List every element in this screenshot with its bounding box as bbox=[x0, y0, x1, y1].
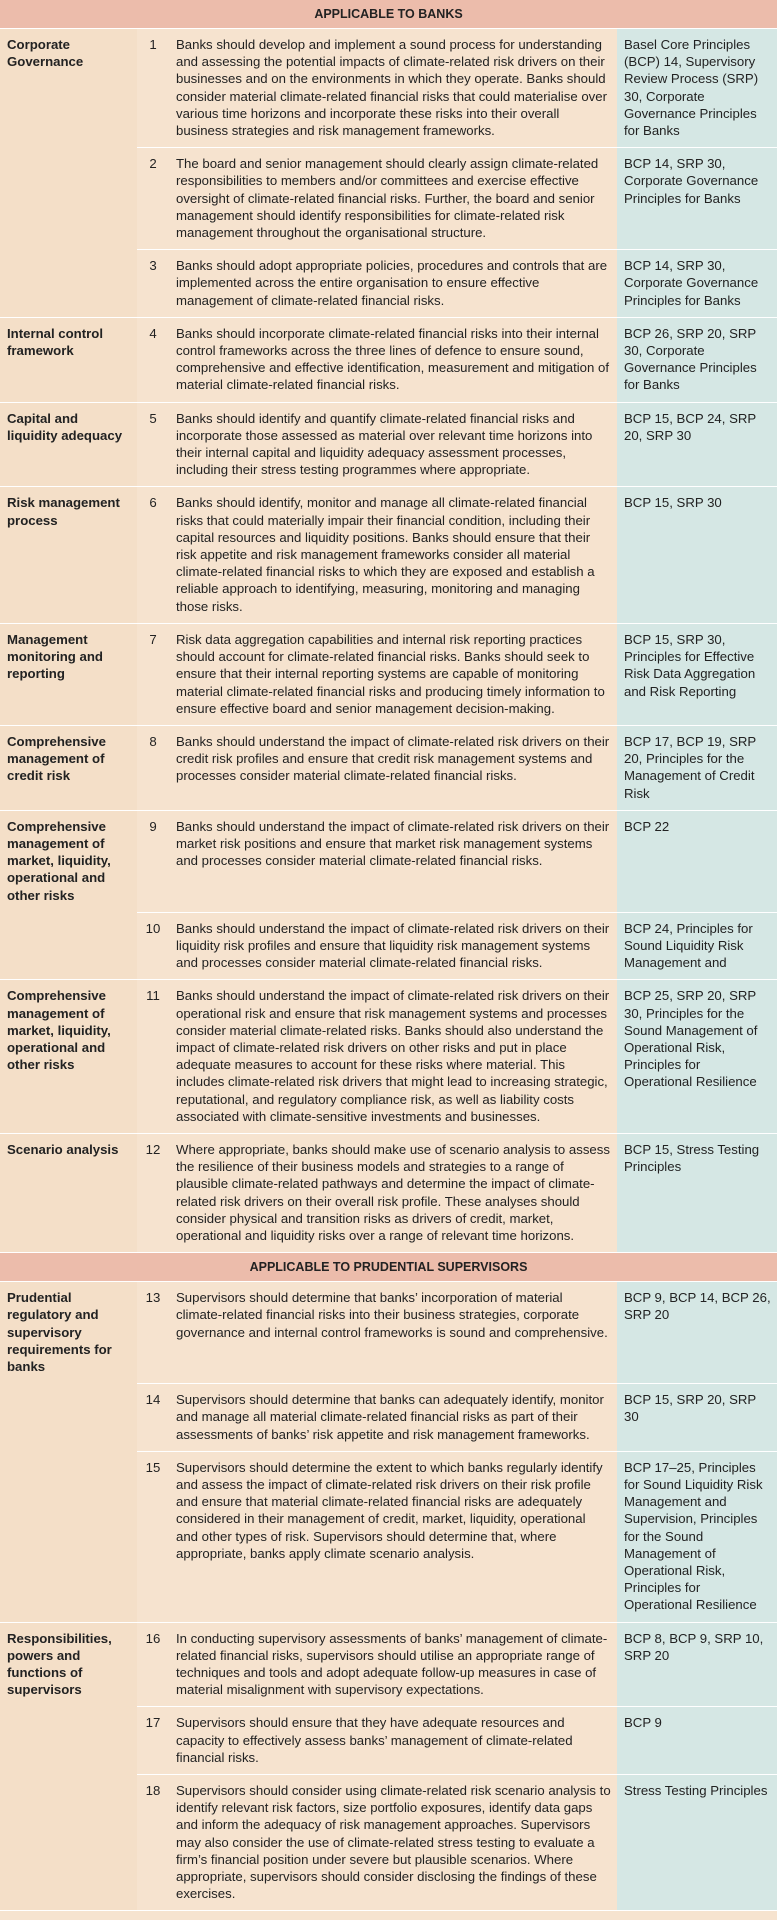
principle-text: Banks should understand the impact of climate-related risk drivers on their market risk positions and ensure that market risk management systems and processes consider material climate-related financial risks. bbox=[169, 810, 617, 912]
principle-number: 9 bbox=[137, 810, 169, 912]
category-cell: Responsibilities, powers and functions of supervisors bbox=[0, 1622, 137, 1707]
category-cell bbox=[0, 912, 137, 980]
reference-cell: BCP 25, SRP 20, SRP 30, Principles for the Sound Management of Operational Risk, Principles for Operational Resilience bbox=[617, 980, 777, 1134]
category-cell bbox=[0, 250, 137, 318]
reference-cell: BCP 15, SRP 30, Principles for Effective Risk Data Aggregation and Risk Reporting bbox=[617, 623, 777, 725]
table-row bbox=[0, 1775, 777, 1911]
principle-number: 16 bbox=[137, 1622, 169, 1707]
principle-text: Supervisors should determine that banks can adequately identify, monitor and manage all material climate-related financial risks as part of their assessments of banks’ risk appetite and risk management frameworks. bbox=[169, 1384, 617, 1452]
principle-number: 5 bbox=[137, 402, 169, 487]
principle-number: 13 bbox=[137, 1282, 169, 1384]
category-cell bbox=[0, 1707, 137, 1775]
category-cell: Corporate Governance bbox=[0, 29, 137, 148]
category-cell: Capital and liquidity adequacy bbox=[0, 402, 137, 487]
table-row bbox=[0, 912, 777, 980]
reference-cell: Basel Core Principles (BCP) 14, Supervisory Review Process (SRP) 30, Corporate Governance Principles for Banks bbox=[617, 29, 777, 148]
category-cell: Scenario analysis bbox=[0, 1133, 137, 1252]
principle-text: Banks should incorporate climate-related financial risks into their internal control frameworks across the three lines of defence to ensure sound, comprehensive and effective identification, measurement and mitigation of material climate-related financial risks. bbox=[169, 317, 617, 402]
category-cell: Comprehensive management of market, liquidity, operational and other risks bbox=[0, 810, 137, 912]
table-row bbox=[0, 810, 777, 912]
table-row bbox=[0, 148, 777, 250]
principle-text: In conducting supervisory assessments of banks’ management of climate-related financial risks, supervisors should utilise an appropriate range of techniques and tools and adopt adequate follow-up measures in case of material misalignment with supervisory expectations. bbox=[169, 1622, 617, 1707]
principle-number: 18 bbox=[137, 1775, 169, 1911]
reference-cell: BCP 17, BCP 19, SRP 20, Principles for the Management of Credit Risk bbox=[617, 725, 777, 810]
principle-text: Banks should understand the impact of climate-related risk drivers on their liquidity risk profiles and ensure that liquidity risk management systems and processes consider material climate-related financial risks. bbox=[169, 912, 617, 980]
category-cell: Prudential regulatory and supervisory requirements for banks bbox=[0, 1282, 137, 1384]
principle-text: The board and senior management should clearly assign climate-related responsibilities to members and/or committees and exercise effective oversight of climate-related financial risks. Further, the board and senior management should identify responsibilities for climate-related risk management throughout the organisational structure. bbox=[169, 148, 617, 250]
category-cell: Comprehensive management of credit risk bbox=[0, 725, 137, 810]
reference-cell: BCP 15, SRP 30 bbox=[617, 487, 777, 623]
category-cell: Internal control framework bbox=[0, 317, 137, 402]
reference-cell: BCP 15, SRP 20, SRP 30 bbox=[617, 1384, 777, 1452]
table-row bbox=[0, 1622, 777, 1707]
reference-cell: BCP 26, SRP 20, SRP 30, Corporate Governance Principles for Banks bbox=[617, 317, 777, 402]
principle-number: 6 bbox=[137, 487, 169, 623]
principle-number: 11 bbox=[137, 980, 169, 1134]
table-row bbox=[0, 402, 777, 487]
section-header-row bbox=[0, 0, 777, 29]
reference-cell: BCP 14, SRP 30, Corporate Governance Principles for Banks bbox=[617, 250, 777, 318]
category-cell: Comprehensive management of market, liquidity, operational and other risks bbox=[0, 980, 137, 1134]
section-header-row bbox=[0, 1253, 777, 1282]
principle-number: 2 bbox=[137, 148, 169, 250]
principle-text: Supervisors should ensure that they have adequate resources and capacity to effectively assess banks’ management of climate-related financial risks. bbox=[169, 1707, 617, 1775]
section-header-supervisors: APPLICABLE TO PRUDENTIAL SUPERVISORS bbox=[0, 1253, 777, 1282]
category-cell: Management monitoring and reporting bbox=[0, 623, 137, 725]
table-row bbox=[0, 1451, 777, 1622]
principle-number: 4 bbox=[137, 317, 169, 402]
category-cell bbox=[0, 1384, 137, 1452]
principle-number: 10 bbox=[137, 912, 169, 980]
table-row bbox=[0, 1282, 777, 1384]
principle-text: Where appropriate, banks should make use of scenario analysis to assess the resilience of their business models and strategies to a range of plausible climate-related pathways and determine the impact of climate-related risk drivers on their overall risk profile. These analyses should consider physical and transition risks as drivers of credit, market, operational and liquidity risks over a range of relevant time horizons. bbox=[169, 1133, 617, 1252]
principle-number: 7 bbox=[137, 623, 169, 725]
table-row bbox=[0, 1384, 777, 1452]
table-row bbox=[0, 29, 777, 148]
reference-cell: Stress Testing Principles bbox=[617, 1775, 777, 1911]
principle-text: Banks should identify and quantify climate-related financial risks and incorporate those assessed as material over relevant time horizons into their internal capital and liquidity adequacy assessment processes, including their stress testing programmes where appropriate. bbox=[169, 402, 617, 487]
principle-text: Supervisors should determine that banks’ incorporation of material climate-related financial risks into their business strategies, corporate governance and internal control frameworks is sound and comprehensive. bbox=[169, 1282, 617, 1384]
principle-number: 1 bbox=[137, 29, 169, 148]
reference-cell: BCP 15, Stress Testing Principles bbox=[617, 1133, 777, 1252]
table-row bbox=[0, 317, 777, 402]
reference-cell: BCP 24, Principles for Sound Liquidity Risk Management and bbox=[617, 912, 777, 980]
principle-text: Supervisors should consider using climate-related risk scenario analysis to identify relevant risk factors, size portfolio exposures, identify data gaps and inform the adequacy of risk management approaches. Supervisors may also consider the use of climate-related stress testing to evaluate a firm’s financial position under severe but plausible scenarios. Where appropriate, supervisors should consider disclosing the findings of these exercises. bbox=[169, 1775, 617, 1911]
principle-text: Banks should adopt appropriate policies, procedures and controls that are implemented across the entire organisation to ensure effective management of climate-related financial risks. bbox=[169, 250, 617, 318]
principle-number: 14 bbox=[137, 1384, 169, 1452]
reference-cell: BCP 15, BCP 24, SRP 20, SRP 30 bbox=[617, 402, 777, 487]
reference-cell: BCP 9 bbox=[617, 1707, 777, 1775]
table-row bbox=[0, 250, 777, 318]
principle-text: Banks should understand the impact of climate-related risk drivers on their operational risk and ensure that risk management systems and processes consider material climate-related risks. Banks should also understand the impact of climate-related risk drivers on other risks and put in place adequate measures to account for these risks where material. This includes climate-related risk drivers that might lead to increasing strategic, reputational, and regulatory compliance risk, as well as liability costs associated with climate-sensitive investments and businesses. bbox=[169, 980, 617, 1134]
table-row bbox=[0, 1133, 777, 1252]
category-cell bbox=[0, 1775, 137, 1911]
principle-text: Banks should develop and implement a sound process for understanding and assessing the potential impacts of climate-related risk drivers on their businesses and on the environments in which they operate. Banks should consider material climate-related financial risks that could materialise over various time horizons and incorporate these risks into their overall business strategies and risk management frameworks. bbox=[169, 29, 617, 148]
table-row bbox=[0, 623, 777, 725]
principle-number: 15 bbox=[137, 1451, 169, 1622]
table-row bbox=[0, 980, 777, 1134]
category-cell: Risk management process bbox=[0, 487, 137, 623]
principle-text: Banks should identify, monitor and manage all climate-related financial risks that could materially impair their financial condition, including their capital resources and liquidity positions. Banks should ensure that their risk appetite and risk management frameworks consider all material climate-related financial risks to which they are exposed and establish a reliable approach to identifying, measuring, monitoring and managing those risks. bbox=[169, 487, 617, 623]
reference-cell: BCP 22 bbox=[617, 810, 777, 912]
principle-number: 12 bbox=[137, 1133, 169, 1252]
table-row bbox=[0, 725, 777, 810]
table-row bbox=[0, 487, 777, 623]
reference-cell: BCP 8, BCP 9, SRP 10, SRP 20 bbox=[617, 1622, 777, 1707]
reference-cell: BCP 9, BCP 14, BCP 26, SRP 20 bbox=[617, 1282, 777, 1384]
principle-text: Risk data aggregation capabilities and internal risk reporting practices should account for climate-related financial risks. Banks should seek to ensure that their internal reporting systems are capable of monitoring material climate-related financial risks and producing timely information to ensure effective board and senior management decision-making. bbox=[169, 623, 617, 725]
principle-text: Banks should understand the impact of climate-related risk drivers on their credit risk profiles and ensure that credit risk management systems and processes consider material climate-related financial risks. bbox=[169, 725, 617, 810]
category-cell bbox=[0, 148, 137, 250]
principle-text: Supervisors should determine the extent to which banks regularly identify and assess the impact of climate-related risk drivers on their risk profile and ensure that material climate-related financial risks are adequately considered in their management of credit, market, liquidity, operational and other types of risk. Supervisors should determine that, where appropriate, banks apply climate scenario analysis. bbox=[169, 1451, 617, 1622]
section-header-banks: APPLICABLE TO BANKS bbox=[0, 0, 777, 29]
principle-number: 3 bbox=[137, 250, 169, 318]
reference-cell: BCP 14, SRP 30, Corporate Governance Principles for Banks bbox=[617, 148, 777, 250]
principle-number: 8 bbox=[137, 725, 169, 810]
table-row bbox=[0, 1707, 777, 1775]
category-cell bbox=[0, 1451, 137, 1622]
reference-cell: BCP 17–25, Principles for Sound Liquidity Risk Management and Supervision, Principles for the Sound Management of Operational Risk, Principles for Operational Resilience bbox=[617, 1451, 777, 1622]
principle-number: 17 bbox=[137, 1707, 169, 1775]
